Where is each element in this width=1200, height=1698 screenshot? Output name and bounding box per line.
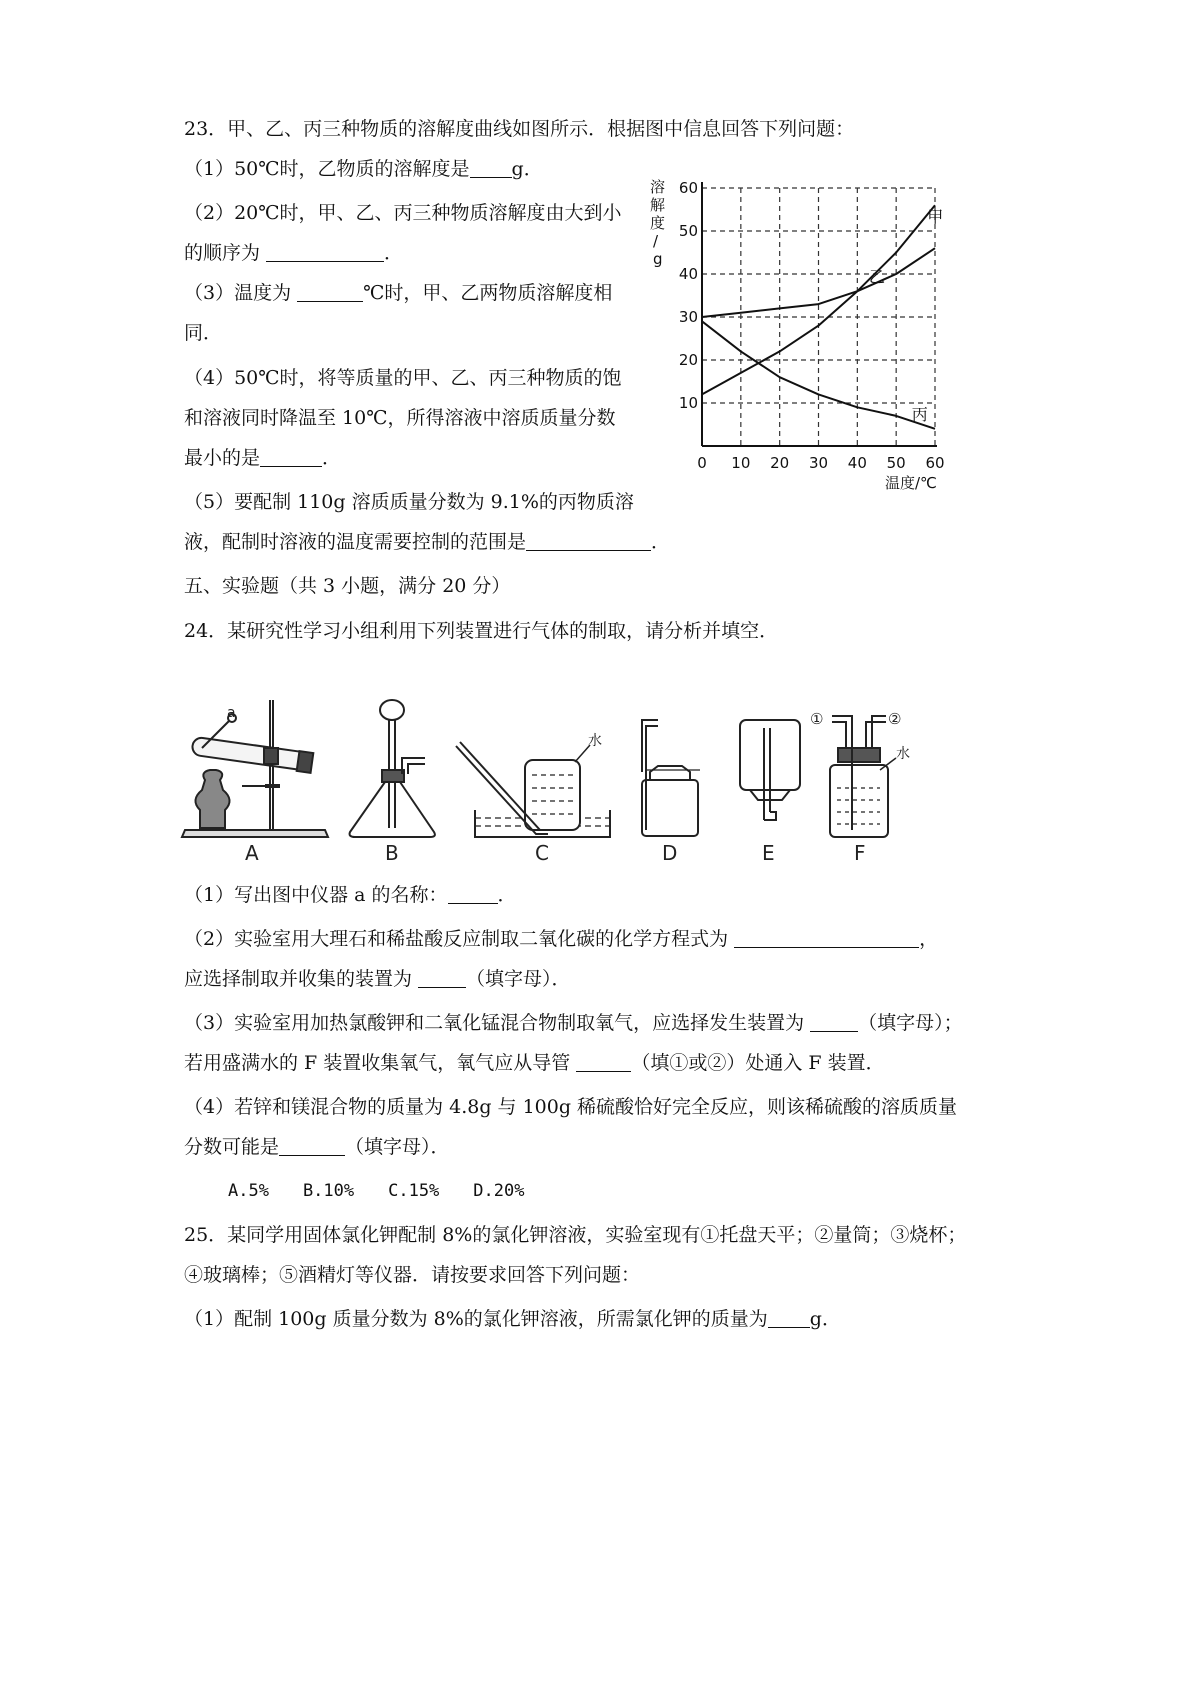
apparatus-a <box>182 700 328 865</box>
y-tick-label: 50 <box>678 222 698 240</box>
y-axis-label-char: / <box>653 232 659 250</box>
q23-part5-blank[interactable] <box>526 530 651 551</box>
x-tick-label: 50 <box>886 454 906 472</box>
q24-part4-line2 <box>184 1134 450 1160</box>
q23-part1-text: （1）50℃时，乙物质的溶解度是 <box>184 158 470 180</box>
y-axis-label-char: 解 <box>650 196 666 214</box>
label-port1: ① <box>810 710 824 728</box>
q24-part1-end: ． <box>497 884 517 906</box>
q24-options: A.5% B.10% C.15% D.20% <box>228 1181 525 1201</box>
x-tick-label: 40 <box>847 454 867 472</box>
y-tick-label: 30 <box>678 308 698 326</box>
q25-line2: ④玻璃棒；⑤酒精灯等仪器．请按要求回答下列问题： <box>184 1264 641 1286</box>
q24-part2-line2-blank[interactable] <box>418 967 466 988</box>
q25-line1: 25．某同学用固体氯化钾配制 8%的氯化钾溶液，实验室现有①托盘天平；②量筒；③烧杯； <box>184 1224 967 1246</box>
q23-part4-line2: 和溶液同时降温至 10℃，所得溶液中溶质质量分数 <box>184 407 616 429</box>
q23-part2-text: 的顺序为 <box>184 242 267 264</box>
q23-part4-end: ． <box>322 447 342 469</box>
apparatus-figure <box>180 700 980 880</box>
q25-part1-text: （1）配制 100g 质量分数为 8%的氯化钾溶液，所需氯化钾的质量为 <box>184 1308 768 1330</box>
q23-part1 <box>184 156 543 182</box>
label-b: B <box>385 841 399 865</box>
apparatus-b <box>350 700 435 865</box>
label-water-c: 水 <box>588 733 602 749</box>
q24-part2-line1 <box>184 926 938 952</box>
q24-part2-blank[interactable] <box>734 927 919 948</box>
q23-part5-line2 <box>184 529 670 555</box>
q23-part4-text: 最小的是 <box>184 447 261 469</box>
y-axis-label-char: g <box>653 250 663 268</box>
section-heading: 五、实验题（共 3 小题，满分 20 分） <box>184 575 511 597</box>
q23-part5-line1: （5）要配制 110g 溶质质量分数为 9.1%的丙物质溶 <box>184 491 634 513</box>
y-tick-label: 60 <box>678 179 698 197</box>
label-e: E <box>762 841 775 865</box>
q24-part3-end: （填字母）； <box>858 1012 963 1034</box>
chart-grid <box>702 188 935 446</box>
q23-part3-line1 <box>184 280 612 306</box>
q23-part2-blank[interactable] <box>266 241 384 262</box>
q24-part2-line2-end: （填字母）． <box>466 968 571 990</box>
q23-part3-line2: 同． <box>184 322 223 344</box>
q23-part5-end: ． <box>651 531 671 553</box>
q23-stem: 23．甲、乙、丙三种物质的溶解度曲线如图所示．根据图中信息回答下列问题： <box>184 118 855 140</box>
q24-part4-blank[interactable] <box>279 1135 345 1156</box>
y-tick-label: 10 <box>678 394 698 412</box>
label-d: D <box>662 841 678 865</box>
q24-part3-line2 <box>184 1050 885 1076</box>
q24-part2-end: ， <box>919 928 939 950</box>
q23-part5-text: 液，配制时溶液的温度需要控制的范围是 <box>184 531 527 553</box>
series-label-1: 甲 <box>927 207 944 227</box>
q24-part2-line2 <box>184 966 571 992</box>
x-axis-label: 温度/℃ <box>885 474 937 492</box>
q24-part1-text: （1）写出图中仪器 a 的名称： <box>184 884 448 906</box>
q23-part2-line2 <box>184 240 403 266</box>
x-tick-label: 60 <box>925 454 945 472</box>
q24-part3-line1 <box>184 1010 963 1036</box>
q23-part4-line1: （4）50℃时，将等质量的甲、乙、丙三种物质的饱 <box>184 367 622 389</box>
label-small-a: a <box>227 705 236 721</box>
apparatus-c <box>456 732 610 865</box>
q23-part2-line1: （2）20℃时，甲、乙、丙三种物质溶解度由大到小 <box>184 202 622 224</box>
series-label-3: 丙 <box>911 405 928 425</box>
q24-part4-line1: （4）若锌和镁混合物的质量为 4.8g 与 100g 稀硫酸恰好完全反应，则该稀硫酸的溶质质量 <box>184 1096 958 1118</box>
y-axis-label-char: 溶 <box>650 178 666 196</box>
q23-part4-line3 <box>184 445 341 471</box>
label-water-f: 水 <box>896 746 910 762</box>
y-tick-label: 40 <box>678 265 698 283</box>
chart-labels <box>650 178 945 492</box>
q23-part4-blank[interactable] <box>260 446 322 467</box>
label-port2: ② <box>888 710 902 728</box>
x-tick-label: 0 <box>697 454 707 472</box>
x-tick-label: 10 <box>731 454 751 472</box>
q23-part3-text: （3）温度为 <box>184 282 298 304</box>
q24-part3-blank[interactable] <box>810 1011 858 1032</box>
q23-part3-blank[interactable] <box>297 281 363 302</box>
q24-part3-line2-blank[interactable] <box>576 1051 631 1072</box>
q24-part3-line2-end: （填①或②）处通入 F 装置． <box>631 1052 885 1074</box>
apparatus-e <box>740 720 800 865</box>
y-axis-label-char: 度 <box>650 214 666 232</box>
y-tick-label: 20 <box>678 351 698 369</box>
q24-part4-text: 分数可能是 <box>184 1136 280 1158</box>
q24-part4-end: （填字母）． <box>345 1136 450 1158</box>
q24-part3-text: （3）实验室用加热氯酸钾和二氧化锰混合物制取氧气，应选择发生装置为 <box>184 1012 811 1034</box>
label-f: F <box>854 841 866 865</box>
q24-part1-blank[interactable] <box>448 883 498 904</box>
q23-part1-unit: g． <box>511 158 543 180</box>
x-tick-label: 20 <box>770 454 790 472</box>
apparatus-f <box>810 710 910 865</box>
q24-stem: 24．某研究性学习小组利用下列装置进行气体的制取，请分析并填空． <box>184 620 779 642</box>
q25-part1-unit: g． <box>809 1308 841 1330</box>
q25-part1-blank[interactable] <box>768 1307 810 1328</box>
q23-part3-end: ℃时，甲、乙两物质溶解度相 <box>363 282 613 304</box>
solubility-chart <box>650 178 1030 518</box>
label-c: C <box>535 841 549 865</box>
series-label-2: 乙 <box>868 267 885 287</box>
q23-part2-end: ． <box>384 242 404 264</box>
q24-part2-line2-text: 应选择制取并收集的装置为 <box>184 968 419 990</box>
q23-part1-blank[interactable] <box>470 157 512 178</box>
q24-part1 <box>184 882 517 908</box>
x-tick-label: 30 <box>808 454 829 472</box>
label-a: A <box>245 841 259 865</box>
q25-part1 <box>184 1306 841 1332</box>
q24-part2-text: （2）实验室用大理石和稀盐酸反应制取二氧化碳的化学方程式为 <box>184 928 735 950</box>
apparatus-d <box>642 720 700 865</box>
q24-part3-line2-text: 若用盛满水的 F 装置收集氧气，氧气应从导管 <box>184 1052 577 1074</box>
